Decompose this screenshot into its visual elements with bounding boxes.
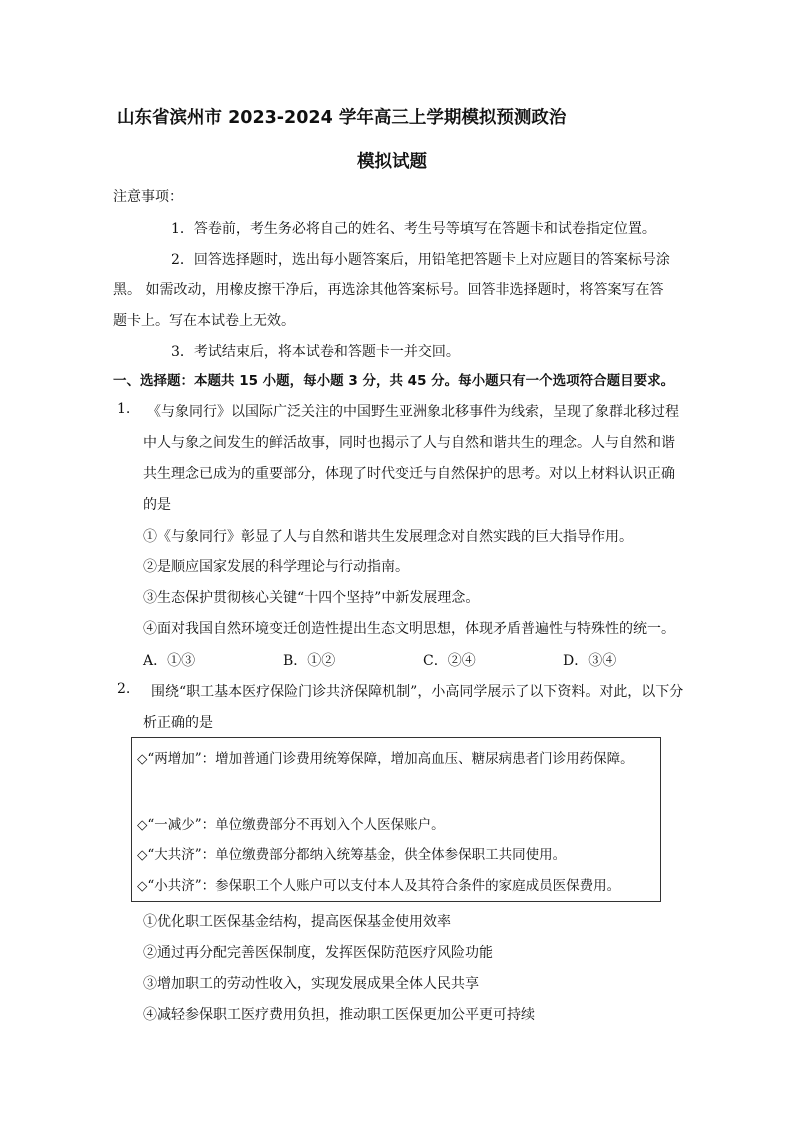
question-1-statement-4: ④面对我国自然环境变迁创造性提出生态文明思想，体现矛盾普遍性与特殊性的统一。 [143, 621, 675, 637]
question-1-line-4: 的是 [143, 497, 171, 513]
question-2-line-2: 析正确的是 [143, 715, 213, 731]
question-1-line-2: 中人与象之间发生的鲜活故事，同时也揭示了人与自然和谐共生的理念。人与自然和谐 [143, 435, 675, 451]
question-2-statement-2: ②通过再分配完善医保制度，发挥医保防范医疗风险功能 [143, 945, 493, 961]
section-heading: 一、选择题：本题共 15 小题，每小题 3 分，共 45 分。每小题只有一个选项符合题目要求。 [113, 373, 675, 389]
question-number: 2. [117, 681, 131, 697]
question-2-statement-4: ④减轻参保职工医疗费用负担，推动职工医保更加公平更可持续 [143, 1007, 535, 1023]
page-title: 山东省滨州市 2023-2024 学年高三上学期模拟预测政治 [117, 108, 567, 128]
page-subtitle: 模拟试题 [357, 152, 427, 172]
notice-item-3: 3．考试结束后，将本试卷和答题卡一并交回。 [171, 344, 460, 360]
question-2-line-1: 围绕“职工基本医疗保险门诊共济保障机制”，小高同学展示了以下资料。对此，以下分 [151, 684, 684, 700]
notice-item-2-line-3: 题卡上。写在本试卷上无效。 [113, 313, 295, 329]
notice-heading: 注意事项： [113, 189, 183, 205]
notice-item-1: 1．答卷前，考生务必将自己的姓名、考生号等填写在答题卡和试卷指定位置。 [171, 221, 656, 237]
material-item-4: ◇“小共济”：参保职工个人账户可以支付本人及其符合条件的家庭成员医保费用。 [137, 878, 621, 894]
question-1-line-3: 共生理念已成为的重要部分，体现了时代变迁与自然保护的思考。对以上材料认识正确 [143, 466, 675, 482]
question-2-statement-1: ①优化职工医保基金结构，提高医保基金使用效率 [143, 914, 451, 930]
question-1-option-b: B．①② [283, 653, 336, 669]
question-1-option-a: A．①③ [143, 653, 196, 669]
notice-item-2-line-1: 2．回答选择题时，选出每小题答案后，用铅笔把答题卡上对应题目的答案标号涂 [171, 252, 670, 268]
question-1-option-c: C．②④ [423, 653, 476, 669]
question-1-statement-3: ③生态保护贯彻核心关键“十四个坚持”中新发展理念。 [143, 590, 480, 606]
notice-item-2-line-2: 黑。 如需改动，用橡皮擦干净后，再选涂其他答案标号。回答非选择题时，将答案写在答 [113, 282, 664, 298]
question-1-option-d: D．③④ [563, 653, 617, 669]
material-item-1: ◇“两增加”：增加普通门诊费用统筹保障，增加高血压、糖尿病患者门诊用药保障。 [137, 751, 634, 767]
question-1-statement-1: ①《与象同行》彰显了人与自然和谐共生发展理念对自然实践的巨大指导作用。 [143, 529, 633, 545]
question-1-statement-2: ②是顺应国家发展的科学理论与行动指南。 [143, 559, 409, 575]
question-number: 1. [117, 401, 131, 417]
question-1-line-1: 《与象同行》以国际广泛关注的中国野生亚洲象北移事件为线索，呈现了象群北移过程 [147, 404, 679, 420]
material-item-3: ◇“大共济”：单位缴费部分都纳入统筹基金，供全体参保职工共同使用。 [137, 847, 567, 863]
question-2-statement-3: ③增加职工的劳动性收入，实现发展成果全体人民共享 [143, 976, 479, 992]
material-item-2: ◇“一减少”：单位缴费部分不再划入个人医保账户。 [137, 817, 445, 833]
